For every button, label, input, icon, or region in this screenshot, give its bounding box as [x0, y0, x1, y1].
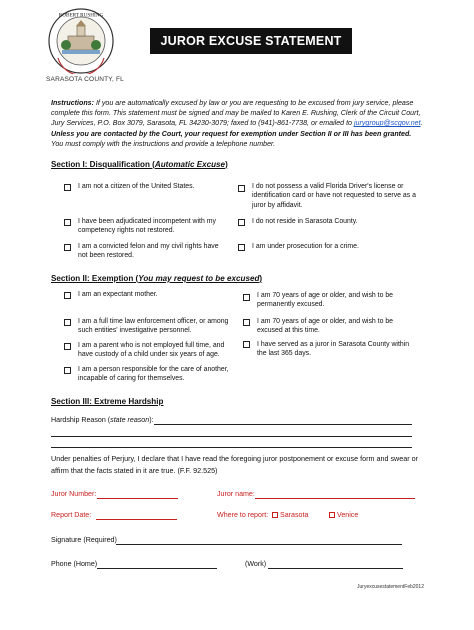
- section-2-title: Section II: Exemption (You may request to be excused): [51, 274, 263, 283]
- hardship-reason-line-1[interactable]: [154, 424, 412, 425]
- option-law-enforcement: I am a full time law enforcement officer, or among such entities' investigative personnel.: [78, 318, 229, 335]
- option-not-resident: I do not reside in Sarasota County.: [252, 218, 358, 225]
- venice-checkbox[interactable]: [329, 512, 335, 518]
- checkbox-caregiver[interactable]: [64, 367, 71, 374]
- section-3-title: Section III: Extreme Hardship: [51, 397, 164, 406]
- option-caregiver: I am a person responsible for the care of another, incapable of caring for themselves.: [78, 366, 229, 383]
- option-felon: I am a convicted felon and my civil rights have not been restored.: [78, 243, 219, 260]
- phone-home-label: Phone (Home): [51, 560, 98, 568]
- juror-number-field[interactable]: [97, 498, 178, 499]
- option-70-permanent: I am 70 years of age or older, and wish to be permanently excused.: [257, 292, 393, 309]
- juror-name-field[interactable]: [255, 498, 415, 499]
- email-link[interactable]: jurygroup@scgov.net: [353, 119, 421, 128]
- instructions-text: If you are automatically excused by law or you are requesting to be excused from jury service, please complete this form. This statement must be signed and may be mailed to Karen E. Rushing, Clerk of the Circuit Court, Jury Services, P.O. Box 3079, Sarasota, FL 34230-3079; faxed to (941)-861-7738, or emailed to: [51, 99, 421, 128]
- checkbox-not-resident[interactable]: [238, 219, 245, 226]
- section-1-title: Section I: Disqualification (Automatic Excuse): [51, 160, 228, 169]
- checkbox-felon[interactable]: [64, 244, 71, 251]
- checkbox-not-citizen[interactable]: [64, 184, 71, 191]
- signature-field[interactable]: [116, 544, 402, 545]
- checkbox-incompetent[interactable]: [64, 219, 71, 226]
- option-70-this-time: I am 70 years of age or older, and wish to be excused at this time.: [257, 318, 393, 335]
- phone-work-field[interactable]: [268, 568, 403, 569]
- option-expectant-mother: I am an expectant mother.: [78, 291, 158, 298]
- option-not-citizen: I am not a citizen of the United States.: [78, 183, 195, 190]
- instructions-period: .: [420, 119, 423, 128]
- county-label: SARASOTA COUNTY, FL: [46, 76, 124, 83]
- instructions-lead: Instructions:: [51, 99, 94, 107]
- sarasota-checkbox[interactable]: [272, 512, 278, 518]
- signature-label: Signature (Required): [51, 536, 117, 544]
- option-no-license: I do not possess a valid Florida Driver's license or identification card or have not requested to serve as a juror by affidavit.: [252, 183, 416, 209]
- report-date-label: Report Date:: [51, 511, 92, 519]
- instructions-bold: Unless you are contacted by the Court, your request for exemption under Section II or III has been granted.: [51, 129, 412, 138]
- report-date-field[interactable]: [96, 519, 177, 520]
- form-title: JUROR EXCUSE STATEMENT: [150, 28, 352, 54]
- instructions-block: [51, 98, 423, 149]
- checkbox-70-permanent[interactable]: [243, 294, 250, 301]
- instructions-text-2: You must comply with the instructions and provide a telephone number.: [51, 139, 276, 148]
- venice-option[interactable]: Venice: [329, 511, 358, 519]
- perjury-statement: Under penalties of Perjury, I declare that I have read the foregoing juror postponement or excuse form and swear or affirm that the facts stated in it are true. (F.F. 92.525): [51, 454, 419, 475]
- checkbox-70-this-time[interactable]: [243, 319, 250, 326]
- hardship-reason-label: Hardship Reason (state reason):: [51, 416, 154, 424]
- checkbox-parent[interactable]: [64, 343, 71, 350]
- hardship-reason-line-3[interactable]: [51, 447, 412, 448]
- phone-work-label: (Work): [245, 560, 267, 568]
- checkbox-expectant-mother[interactable]: [64, 292, 71, 299]
- hardship-reason-line-2[interactable]: [51, 436, 412, 437]
- phone-home-field[interactable]: [97, 568, 217, 569]
- clerk-seal-logo: [48, 8, 114, 74]
- checkbox-no-license[interactable]: [238, 185, 245, 192]
- juror-number-label: Juror Number:: [51, 490, 97, 498]
- juror-name-label: Juror name:: [217, 490, 255, 498]
- where-to-report-label: Where to report:: [217, 511, 269, 519]
- form-code: JuryexcusestatementFeb2012: [357, 584, 424, 590]
- seal-text: ROBERT RUSHING: [58, 12, 104, 19]
- sarasota-option[interactable]: Sarasota: [272, 511, 308, 519]
- checkbox-served-juror[interactable]: [243, 341, 250, 348]
- checkbox-law-enforcement[interactable]: [64, 319, 71, 326]
- option-served-juror: I have served as a juror in Sarasota County within the last 365 days.: [257, 341, 410, 358]
- option-parent: I am a parent who is not employed full time, and have custody of a child under six years of age.: [78, 342, 225, 359]
- checkbox-prosecution[interactable]: [238, 244, 245, 251]
- option-incompetent: I have been adjudicated incompetent with my competency rights not restored.: [78, 218, 216, 235]
- option-prosecution: I am under prosecution for a crime.: [252, 243, 359, 250]
